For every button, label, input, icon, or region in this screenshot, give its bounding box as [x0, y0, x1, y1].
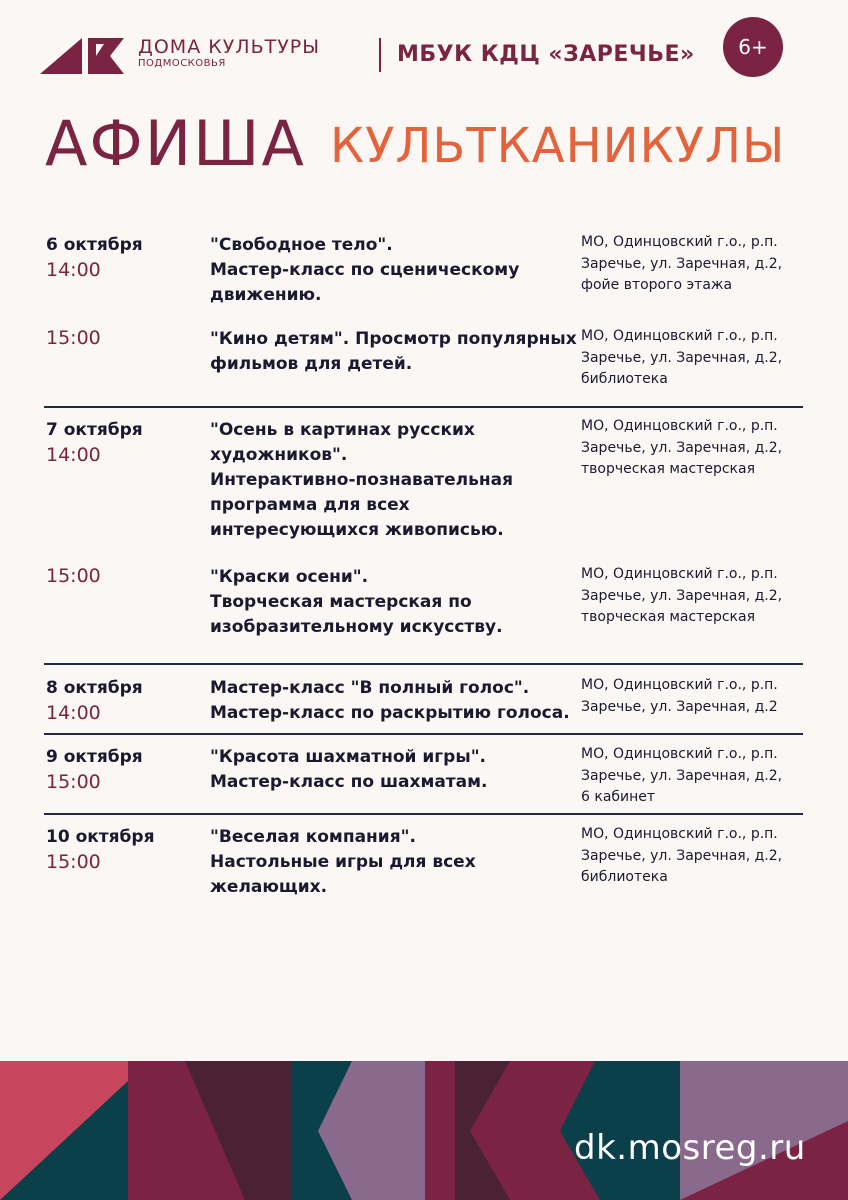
event-time: 15:00	[46, 327, 101, 349]
logo-title: ДОМА КУЛЬТУРЫ	[138, 36, 321, 58]
event-location	[581, 744, 782, 809]
event-line: фильмов для детей.	[210, 354, 413, 374]
location-line: фойе второго этажа	[581, 277, 733, 293]
event-line: Творческая мастерская по	[210, 592, 472, 612]
event-date: 8 октября	[46, 678, 143, 698]
logo-text	[138, 36, 320, 69]
event-date: 7 октября	[46, 420, 143, 440]
logo-subtitle: ПОДМОСКОВЬЯ	[138, 58, 226, 69]
event-description	[210, 745, 488, 795]
location-line: творческая мастерская	[581, 461, 755, 477]
event-location	[581, 416, 782, 481]
section-divider	[44, 406, 803, 408]
event-time: 14:00	[46, 259, 101, 281]
event-line: "Осень в картинах русских	[210, 420, 475, 440]
event-line: Мастер-класс по шахматам.	[210, 772, 488, 792]
event-description	[210, 233, 519, 308]
location-line: МО, Одинцовский г.о., р.п.	[581, 746, 778, 762]
event-line: изобразительному искусству.	[210, 617, 503, 637]
event-location	[581, 564, 782, 629]
poster-title: АФИША	[45, 107, 306, 180]
location-line: Заречье, ул. Заречная, д.2,	[581, 349, 783, 366]
event-line: "Краски осени".	[210, 567, 369, 587]
location-line: Заречье, ул. Заречная, д.2,	[581, 767, 783, 784]
location-line: Заречье, ул. Заречная, д.2,	[581, 255, 783, 272]
location-line: Заречье, ул. Заречная, д.2,	[581, 439, 783, 456]
event-date: 9 октября	[46, 747, 143, 767]
event-date: 10 октября	[46, 827, 155, 847]
section-divider	[44, 663, 803, 665]
event-description	[210, 418, 513, 543]
location-line: Заречье, ул. Заречная, д.2,	[581, 847, 783, 864]
location-line: библиотека	[581, 371, 668, 387]
location-line: МО, Одинцовский г.о., р.п.	[581, 826, 778, 842]
event-line: желающих.	[210, 877, 328, 897]
organization-name: МБУК КДЦ «ЗАРЕЧЬЕ»	[397, 42, 695, 67]
event-time: 14:00	[46, 444, 101, 466]
event-line: "Свободное тело".	[210, 235, 393, 255]
event-description	[210, 825, 476, 900]
event-line: Интерактивно-познавательная	[210, 470, 514, 490]
location-line: Заречье, ул. Заречная, д.2,	[581, 587, 783, 604]
event-description	[210, 327, 577, 377]
location-line: МО, Одинцовский г.о., р.п.	[581, 418, 778, 434]
event-location	[581, 326, 782, 391]
event-description	[210, 676, 570, 726]
location-line: библиотека	[581, 869, 668, 885]
event-line: Мастер-класс "В полный голос".	[210, 678, 530, 698]
section-divider	[44, 813, 803, 815]
location-line: МО, Одинцовский г.о., р.п.	[581, 566, 778, 582]
event-description	[210, 565, 503, 640]
event-location	[581, 232, 782, 297]
section-divider	[44, 733, 803, 735]
event-time: 15:00	[46, 851, 101, 873]
location-line: МО, Одинцовский г.о., р.п.	[581, 677, 778, 693]
event-time: 15:00	[46, 771, 101, 793]
event-time: 14:00	[46, 702, 101, 724]
event-line: движению.	[210, 285, 322, 305]
location-line: МО, Одинцовский г.о., р.п.	[581, 328, 778, 344]
event-date: 6 октября	[46, 235, 143, 255]
poster-subtitle: КУЛЬТКАНИКУЛЫ	[330, 118, 786, 174]
header-divider	[379, 38, 381, 72]
location-line: Заречье, ул. Заречная, д.2	[581, 698, 778, 715]
event-line: Мастер-класс по раскрытию голоса.	[210, 703, 570, 723]
event-line: Настольные игры для всех	[210, 852, 476, 872]
location-line: творческая мастерская	[581, 609, 755, 625]
event-line: "Красота шахматной игры".	[210, 747, 487, 767]
event-line: программа для всех	[210, 495, 410, 515]
event-line: художников".	[210, 445, 348, 465]
location-line: 6 кабинет	[581, 789, 656, 805]
logo-icon	[40, 38, 124, 74]
event-time: 15:00	[46, 565, 101, 587]
event-location	[581, 824, 782, 889]
age-rating-badge: 6+	[723, 17, 783, 77]
event-line: интересующихся живописью.	[210, 520, 504, 540]
event-line: "Веселая компания".	[210, 827, 416, 847]
website-url: dk.mosreg.ru	[574, 1128, 806, 1168]
event-line: "Кино детям". Просмотр популярных	[210, 329, 577, 349]
location-line: МО, Одинцовский г.о., р.п.	[581, 234, 778, 250]
event-line: Мастер-класс по сценическому	[210, 260, 520, 280]
event-location	[581, 675, 778, 718]
